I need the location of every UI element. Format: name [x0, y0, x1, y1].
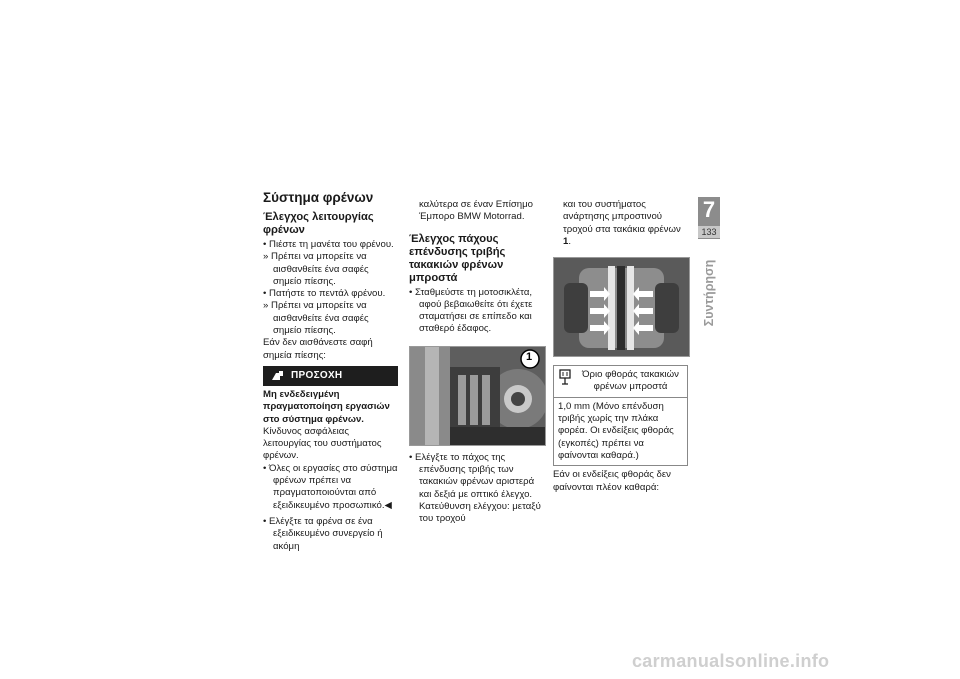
list-item: » Πρέπει να μπορείτε να αισθανθείτε ένα σαφές σημείο πίεσης.	[263, 300, 398, 337]
list-item: • Ελέγξτε το πάχος της επένδυσης τριβής των τακακιών φρένων αριστερά και δεξιά με οπτικό έλεγχο. Κατεύθυνση ελέγχου: μεταξύ του τροχού	[409, 452, 544, 526]
chapter-tab	[698, 197, 720, 239]
warning-icon	[271, 370, 285, 382]
brake-pad-photo	[553, 257, 690, 357]
list-item: » Πρέπει να μπορείτε να αισθανθείτε ένα σαφές σημείο πίεσης.	[263, 251, 398, 288]
section-title: Σύστημα φρένων	[263, 190, 374, 205]
col1-heading: Έλεγχος λειτουργίας φρένων	[263, 211, 374, 236]
callout-1: 1	[526, 350, 533, 363]
column-1	[263, 211, 398, 553]
page-number: 133	[698, 226, 720, 238]
col2-continued: καλύτερα σε έναν Επίσημο Έμπορο BMW Motorrad.	[419, 199, 533, 223]
warning-label: ΠΡΟΣΟΧΗ	[291, 369, 343, 381]
col2-heading: Έλεγχος πάχους επένδυσης τριβής τακακιών φρένων μπροστά	[409, 232, 506, 284]
end-mark: ◀	[384, 499, 392, 511]
list-item: • Πιέστε τη μανέτα του φρένου.	[263, 239, 398, 251]
chapter-side-label	[698, 248, 720, 338]
col3-after-text: Εάν οι ενδείξεις φθοράς δεν φαίνονται πλέον καθαρά:	[553, 469, 671, 493]
column-2	[409, 199, 544, 526]
col3-continued: και του συστήματος ανάρτησης μπροστινού τροχού στα τακάκια φρένων 1.	[563, 199, 681, 247]
col1-after-text: Εάν δεν αισθάνεστε σαφή σημεία πίεσης:	[263, 337, 373, 361]
info-box-head	[554, 366, 687, 398]
warning-bar	[263, 366, 398, 386]
info-box-title: Όριο φθοράς τακακιών φρένων μπροστά	[582, 369, 679, 393]
column-3	[553, 199, 688, 494]
ref-1: 1	[563, 235, 569, 247]
warning-bullet	[263, 463, 398, 512]
list-item: • Πατήστε το πεντάλ φρένου.	[263, 288, 398, 300]
warning-bullet-text: Όλες οι εργασίες στο σύστημα φρένων πρέπει να πραγματοποιούνται από εξειδικευμένο προσωπικό.	[269, 462, 398, 511]
warning-title: Μη ενδεδειγμένη πραγματοποίηση εργασιών στο σύστημα φρένων.	[263, 388, 390, 425]
list-item: • Σταθμεύστε τη μοτοσικλέτα, αφού βεβαιωθείτε ότι έχετε σταματήσει σε επίπεδο και σταθερό έδαφος.	[409, 287, 544, 336]
wear-limit-icon	[558, 369, 572, 394]
warning-body: Κίνδυνος ασφάλειας λειτουργίας του συστήματος φρένων.	[263, 425, 382, 462]
chapter-name: Συντήρηση	[702, 259, 716, 327]
info-box-body: 1,0 mm (Μόνο επένδυση τριβής χωρίς την πλάκα φορέα. Οι ενδείξεις φθοράς (εγκοπές) πρέπει να φαίνονται καθαρά.)	[558, 400, 674, 461]
brake-caliper-photo	[409, 346, 546, 446]
list-item: • Ελέγξτε τα φρένα σε ένα εξειδικευμένο συνεργείο ή ακόμη	[263, 516, 398, 553]
watermark: carmanualsonline.info	[632, 651, 830, 671]
info-box	[553, 365, 688, 466]
chapter-number: 7	[702, 197, 716, 222]
